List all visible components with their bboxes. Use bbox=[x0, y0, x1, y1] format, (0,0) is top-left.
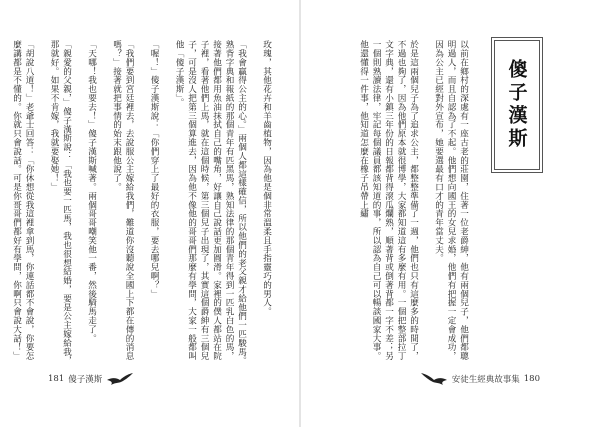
right-page-footer bbox=[420, 372, 540, 386]
paragraph: 玫瑰，其他花卉和羊齒植物，因為他是個非常溫柔且手指靈巧的男人。 bbox=[261, 40, 272, 316]
paragraph: 「胡說八道！」老爺士回答：「你休想從我這裡拿到馬，你連話都不會說，你要怎麼講都是不懂的。你就只會說話。可是你哥哥們都好有學問，你啊只會說大話！」 bbox=[11, 40, 34, 361]
running-title: 安徒生經典故事集 bbox=[451, 375, 520, 385]
paragraph: 「喔！」傻子漢斯說：「你們穿上了最好的衣服，要去哪兒啊？」 bbox=[149, 40, 159, 299]
paragraph: 「親愛的父親，」傻子漢斯說：「我也要一匹馬，我也很想結婚，要是公主嫁給我，那就好。如果不肯嫁，我就要娶她！」 bbox=[49, 40, 72, 365]
page-number: 181 bbox=[48, 374, 65, 384]
paragraph: 以前在鄉村的深處有一座古老的莊園，住著一位老爵紳，他有兩個兒子，他們都聰明過人，而且自認為了不起。他們想向國王的女兒求婚，他們有把握一定會成功，因為公主已經對外宣布，她要選最有口才的青年當丈夫。 bbox=[433, 40, 469, 361]
chapter-title-box bbox=[494, 40, 540, 170]
page-number: 180 bbox=[523, 374, 540, 384]
running-title: 傻子漢斯 bbox=[68, 375, 103, 385]
left-page-body-text bbox=[11, 40, 285, 365]
paragraph: 於是這兩個兒子為了追求公主，都整整準備了一週，他們也只有這麼多的時間了，不過也夠了，因為他們原本就很博學，大家都知道這有多麼有用。一個把整部拉丁文字典，還有小鎮三年份的日報都背得滾瓜爛熟，順著背或倒著背都一字不差；另一個則熟讀法律，牢記每個議員都該知道的事，所以認為自己可以暢談國家大事。他還懂得一件事，他知道怎麼在橡子吊帶上繡 bbox=[358, 40, 419, 361]
page-gutter bbox=[299, 0, 301, 427]
paragraph: 「我們要到宮廷裡去，去說服公主嫁給我們，難道你沒聽說全國上下都在傳的消息嗎？」接著就把事情的始末跟他說了。 bbox=[111, 40, 134, 361]
swallow-icon bbox=[420, 372, 448, 386]
swallow-icon bbox=[106, 372, 134, 386]
paragraph: 「我會贏得公主的心。」兩個人都這樣確信，所以他們的老父親才給他們一匹駿馬。熟背字典和報紙的那個青年有匹黑馬，熟知法律的那個青年得到一匹乳白色的馬，接著他們都用魚油抹拭自己的嘴角，好讓自己說話更加圓滑。家裡的僕人都站在院子裡，看著他們上馬，就在這個時候，第三個兒子出現了，其實這個爵紳有三個兒子，可是沒人把第三個算進去，因為他不像他的哥哥們那麼有學問，大家一般都叫他「傻子漢斯」。 bbox=[174, 40, 247, 365]
right-page-body-text bbox=[312, 40, 482, 365]
paragraph: 「天哪！我也要去！」傻子漢斯喊著。兩個哥哥嘲笑他一番，然後騎馬走了。 bbox=[86, 40, 97, 343]
chapter-title: 傻子漢斯 bbox=[505, 59, 528, 151]
left-page-footer bbox=[48, 372, 134, 386]
